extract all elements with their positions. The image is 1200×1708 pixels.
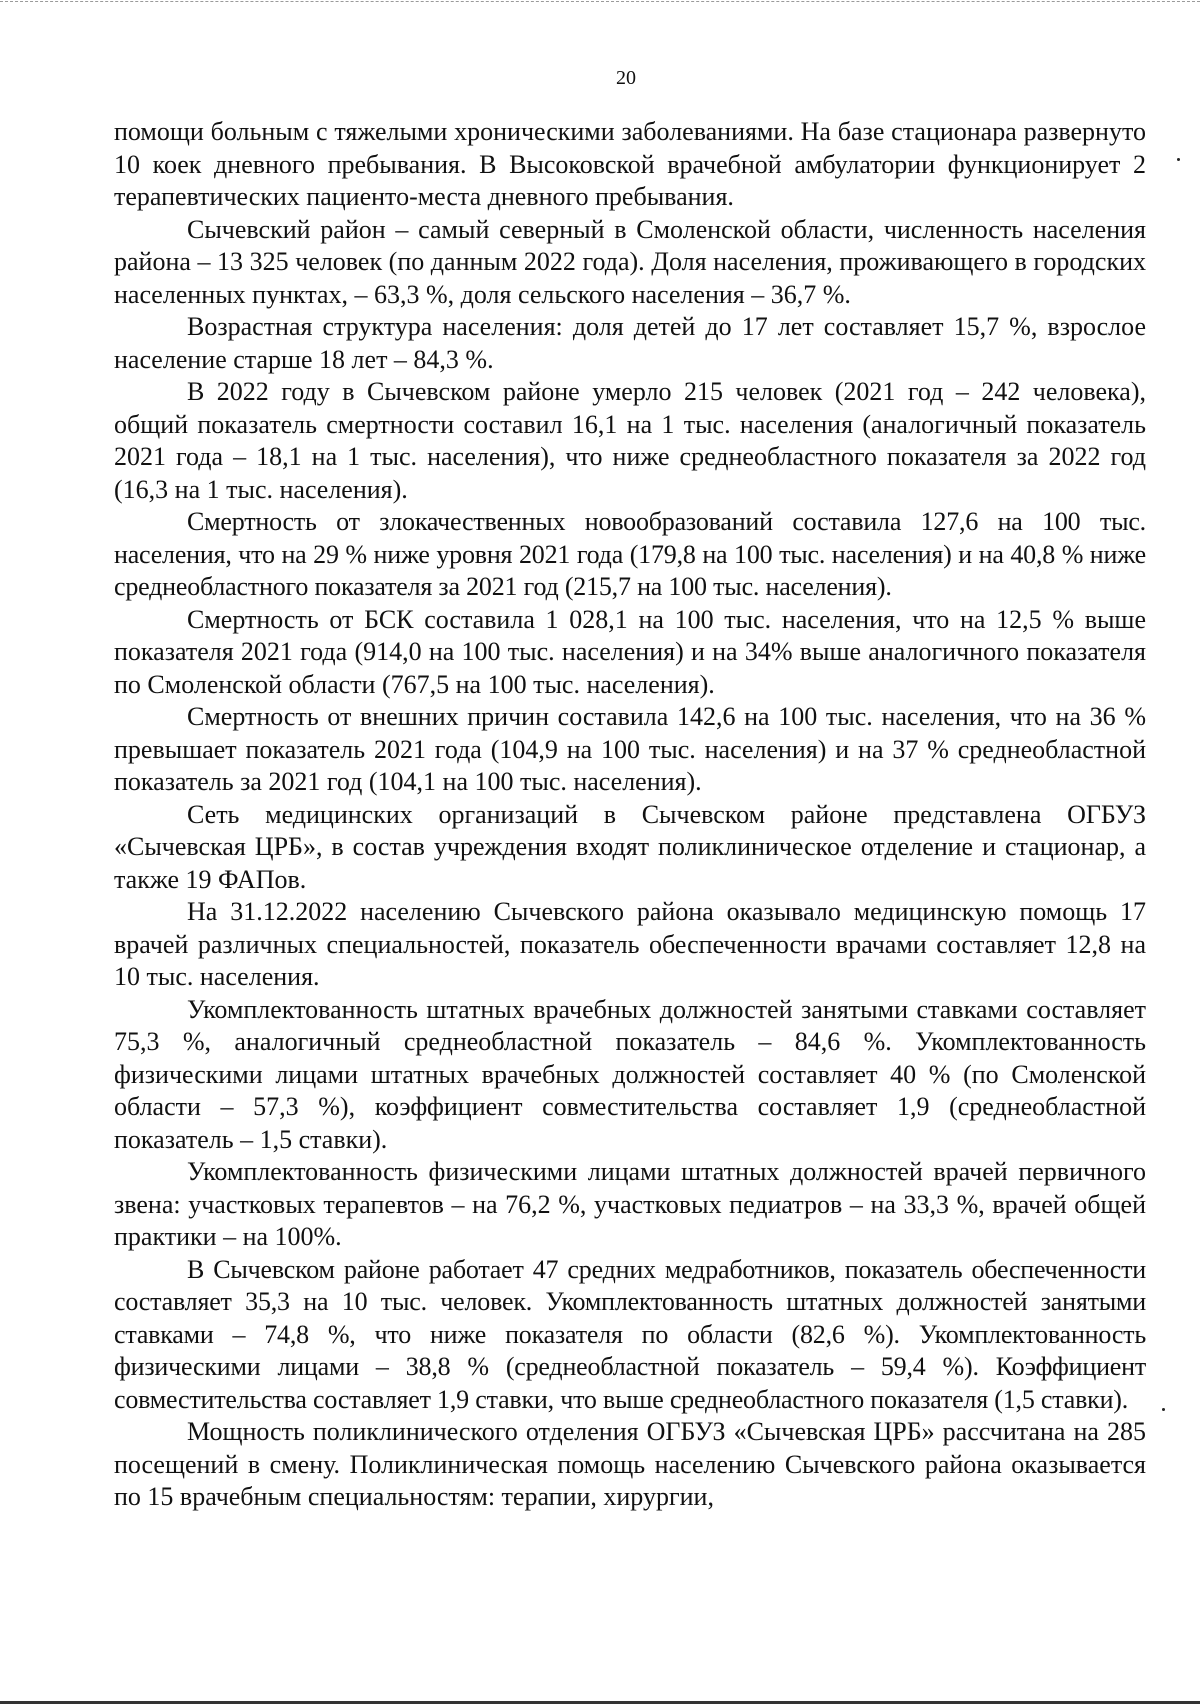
- paragraph-external-causes: Смертность от внешних причин составила 142,6 на 100 тыс. населения, что на 36 % превышает показатель 2021 года (104,9 на 100 тыс. населения) и на 37 % среднеобластной показатель за 2021 год (104,1 на 100 тыс. населения).: [114, 702, 1146, 796]
- paragraph-staffing: Укомплектованность штатных врачебных должностей занятыми ставками составляет 75,3 %, аналогичный среднеобластной показатель – 84,6 %. Укомплектованность физическими лицами штатных врачебных должностей составляет 40 % (по Смоленской области – 57,3 %), коэффициент совместительства составляет 1,9 (среднеобластной показатель – 1,5 ставки).: [114, 994, 1146, 1154]
- paragraph-polyclinic: Мощность поликлинического отделения ОГБУЗ «Сычевская ЦРБ» рассчитана на 285 посещений в смену. Поликлиническая помощь населению Сычевского района оказывается по 15 врачебным специальностям: терапии, хирургии,: [114, 1417, 1146, 1511]
- document-body: [114, 116, 1146, 1514]
- margin-mark: [1162, 1408, 1165, 1411]
- paragraph-population: Сычевский район – самый северный в Смоленской области, численность населения района – 13 325 человек (по данным 2022 года). Доля населения, проживающего в городских населенных пунктах, – 63,3 %, доля сельского населения – 36,7 %.: [114, 214, 1146, 309]
- paragraph-primary-care: Укомплектованность физическими лицами штатных должностей врачей первичного звена: участковых терапевтов – на 76,2 %, участковых педиатров – на 33,3 %, врачей общей практики – на 100%.: [114, 1157, 1146, 1251]
- page-number: 20: [616, 67, 636, 89]
- paragraph-bsk-mortality: Смертность от БСК составила 1 028,1 на 100 тыс. населения, что на 12,5 % выше показателя 2021 года (914,0 на 100 тыс. населения) и на 34% выше аналогичного показателя по Смоленской области (767,5 на 100 тыс. населения).: [114, 604, 1146, 699]
- paragraph-doctors: На 31.12.2022 населению Сычевского района оказывало медицинскую помощь 17 врачей различных специальностей, показатель обеспеченности врачами составляет 12,8 на 10 тыс. населения.: [114, 897, 1146, 991]
- margin-mark: [1177, 158, 1180, 161]
- paragraph-continuation: помощи больным с тяжелыми хроническими заболеваниями. На базе стационара развернуто 10 коек дневного пребывания. В Высоковской врачебной амбулатории функционирует 2 терапевтических пациенто-места дневного пребывания.: [114, 117, 1146, 211]
- paragraph-mortality: В 2022 году в Сычевском районе умерло 215 человек (2021 год – 242 человека), общий показатель смертности составил 16,1 на 1 тыс. населения (аналогичный показатель 2021 года – 18,1 на 1 тыс. населения), что ниже среднеобластного показателя за 2022 год (16,3 на 1 тыс. населения).: [114, 377, 1146, 504]
- paragraph-age-structure: Возрастная структура населения: доля детей до 17 лет составляет 15,7 %, взрослое население старше 18 лет – 84,3 %.: [114, 312, 1146, 374]
- paragraph-oncology-mortality: Смертность от злокачественных новообразований составила 127,6 на 100 тыс. населения, что на 29 % ниже уровня 2021 года (179,8 на 100 тыс. населения) и на 40,8 % ниже среднеобластного показателя за 2021 год (215,7 на 100 тыс. населения).: [114, 507, 1146, 601]
- scan-edge-bottom: [0, 1701, 1200, 1704]
- paragraph-nurses: В Сычевском районе работает 47 средних медработников, показатель обеспеченности составляет 35,3 на 10 тыс. человек. Укомплектованность штатных должностей занятыми ставками – 74,8 %, что ниже показателя по области (82,6 %). Укомплектованность физическими лицами – 38,8 % (среднеобластной показатель – 59,4 %). Коэффициент совместительства составляет 1,9 ставки, что выше среднеобластного показателя (1,5 ставки).: [114, 1254, 1146, 1414]
- scan-edge-top: [0, 1, 1200, 2]
- paragraph-medical-network: Сеть медицинских организаций в Сычевском районе представлена ОГБУЗ «Сычевская ЦРБ», в состав учреждения входят поликлиническое отделение и стационар, а также 19 ФАПов.: [114, 799, 1146, 894]
